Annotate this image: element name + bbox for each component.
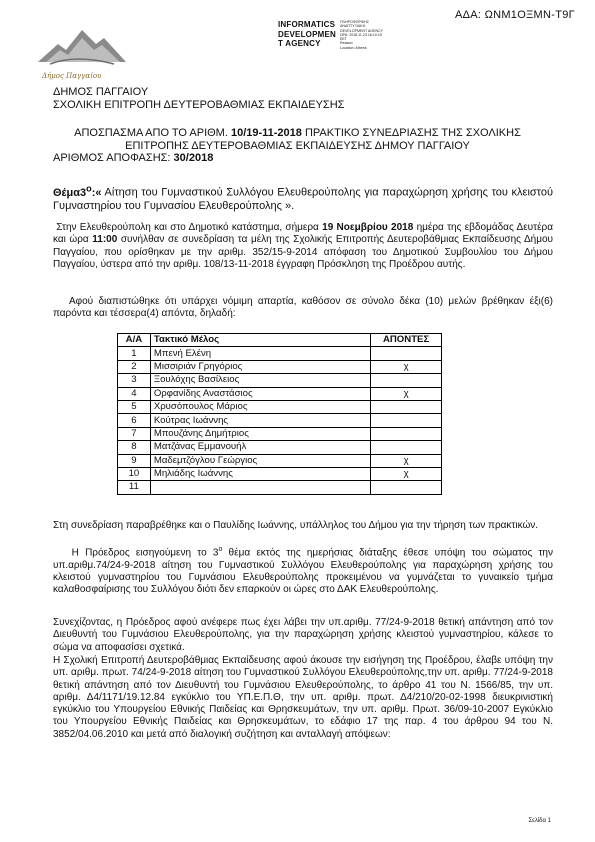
row-number: 4: [118, 387, 151, 400]
subject-label-text: Θέμα3: [53, 186, 87, 199]
subject-colon: :«: [91, 186, 102, 199]
member-name: Μαδεμτζόγλου Γεώργιος: [150, 454, 370, 467]
member-name: Χρυσόπουλος Μάριος: [150, 400, 370, 413]
absent-mark: χ: [371, 387, 442, 400]
member-name: Ματζάνας Εμμανουήλ: [150, 441, 370, 454]
municipality-name: ΔΗΜΟΣ ΠΑΓΓΑΙΟΥ: [53, 86, 149, 98]
secretary-paragraph: Στη συνεδρίαση παραβρέθηκε και ο Παυλίδης Ιωάννης, υπάλληλος του Δήμου για την τήρηση των πρακτικών.: [53, 520, 539, 531]
table-row: [118, 374, 442, 387]
proposal-text-a: Η Πρόεδρος εισηγούμενη το 3: [71, 547, 219, 559]
table-row: [118, 400, 442, 413]
table-row: [118, 481, 442, 494]
idb-line: INFORMATICS: [278, 20, 336, 29]
row-number: 9: [118, 454, 151, 467]
row-number: 2: [118, 360, 151, 373]
row-number: 6: [118, 414, 151, 427]
meeting-date: 19 Νοεμβρίου 2018: [322, 222, 414, 233]
municipality-logo: [36, 22, 128, 86]
digital-signature-details: [340, 20, 383, 50]
member-name: Κούτρας Ιωάννης: [150, 414, 370, 427]
subject-sup: ο: [86, 183, 92, 193]
absent-mark: [371, 400, 442, 413]
row-number: 7: [118, 427, 151, 440]
member-name: Μπουζάνης Δημήτριος: [150, 427, 370, 440]
minutes-number: 10/19-11-2018: [230, 127, 302, 139]
continuation-paragraph: Συνεχίζοντας, η Πρόεδρος αφού ανέφερε πως έχει λάβει την υπ.αριθμ. 77/24-9-2018 θετική απάντηση από τον Διευθυντή του Γυμνάσιου Ελευθερούπολης, για την παραχώρηση χρήσης κλειστού γυμναστηρίου, κάλεσε το σώμα να αποφασίσει σχετικά.: [53, 617, 553, 653]
proposal-paragraph: [53, 544, 553, 597]
signature-detail: EET: [340, 37, 347, 42]
member-name: [150, 481, 370, 494]
signature-detail: ΠΛΗΡΟΦΟΡΙΚΗΣ: [340, 20, 370, 24]
table-row: [118, 467, 442, 480]
title-prefix: ΑΠΟΣΠΑΣΜΑ ΑΠΟ ΤΟ ΑΡΙΘΜ.: [74, 127, 231, 139]
table-row: [118, 360, 442, 373]
committee-name: ΣΧΟΛΙΚΗ ΕΠΙΤΡΟΠΗ ΔΕΥΤΕΡΟΒΑΘΜΙΑΣ ΕΚΠΑΙΔΕΥΣΗΣ: [53, 98, 345, 111]
row-number: 8: [118, 441, 151, 454]
row-number: 10: [118, 467, 151, 480]
table-header-row: [118, 334, 442, 347]
column-header: ΑΠΟΝΤΕΣ: [371, 334, 442, 347]
absent-mark: χ: [371, 467, 442, 480]
members-table: [117, 333, 442, 495]
members-table-body: [118, 347, 442, 494]
absent-mark: [371, 414, 442, 427]
row-number: 3: [118, 374, 151, 387]
intro-text-a: Στην Ελευθερούπολη και στο Δημοτικό κατάστημα, σήμερα: [56, 222, 323, 233]
absent-mark: [371, 441, 442, 454]
subject-paragraph: [53, 182, 553, 213]
document-header: [53, 86, 344, 111]
table-row: [118, 454, 442, 467]
title-line-1: [20, 127, 575, 140]
absent-mark: [371, 427, 442, 440]
decision-basis-paragraph: Η Σχολική Επιτροπή Δευτεροβάθμιας Εκπαίδευσης αφού άκουσε την εισήγηση της Προέδρου, έλαβε υπόψη την υπ. αριθμ. πρωτ. 74/24-9-2018 αίτηση του Γυμναστικού Συλλόγου Ελευθερούπολης,την υπ. αριθμ. 77/24-9-2018 θετική απάντηση από τον Διευθυντή του Γυμνάσιου Ελευθερούπολης, το άρθρο 41 του Ν. 1566/85, την υπ. αριθμ. Δ4/1171/19.12.84 εγκύκλιο του ΥΠ.Ε.Π.Θ, την υπ. αριθμ. πρωτ. Δ4/210/20-02-1998 διευκρινιστική εγκύκλιο του Υπουργείου Εθνικής Παιδείας και Θρησκευμάτων, την υπ. αριθμ. Πρωτ. 36/09-10-2007 Εγκύκλιο του Υπουργείου Εθνικής Παιδείας και Θρησκευμάτων, το εδάφιο 17 της παρ. 4 του άρθρου 94 του Ν. 3852/04.06.2010 και μετά από διαλογική συζήτηση και ανταλλαγή απόψεων:: [53, 655, 553, 740]
quorum-text: Αφού διαπιστώθηκε ότι υπάρχει νόμιμη απαρτία, καθόσον σε σύνολο δέκα (10) μελών βρέθηκαν έξι(6) παρόντα και τέσσερα(4) απόντα, δηλαδή:: [53, 296, 554, 320]
title-suffix: ΠΡΑΚΤΙΚΟ ΣΥΝΕΔΡΙΑΣΗΣ ΤΗΣ ΣΧΟΛΙΚΗΣ: [301, 127, 521, 139]
table-row: [118, 441, 442, 454]
intro-text-c: συνήλθαν σε συνεδρίαση τα μέλη της Σχολικής Επιτροπής Δευτεροβάθμιας Εκπαίδευσης Δήμου Παγγαίου, που ορίσθηκαν με την αριθμ. 352/15-9-2014 απόφαση του Δημοτικού Συμβουλίου του Δήμου Παγγαίου, ύστερα από την αριθμ. 108/13-11-2018 έγγραφη Πρόσκληση της Προέδρου αυτής.: [53, 234, 553, 270]
page-number: Σελίδα 1: [528, 818, 551, 824]
row-number: 1: [118, 347, 151, 360]
table-row: [118, 387, 442, 400]
idb-line: DEVELOPMEN: [278, 29, 337, 39]
decision-label: ΑΡΙΘΜΟΣ ΑΠΟΦΑΣΗΣ:: [53, 152, 174, 164]
member-name: Μπενή Ελένη: [150, 347, 370, 360]
signature-detail: ΑΝΑΠΤΥΞΙΑΚΗ: [340, 24, 366, 29]
table-row: [118, 347, 442, 360]
idb-signature-block: [278, 20, 336, 49]
column-header: Α/Α: [118, 334, 151, 347]
column-header: Τακτικό Μέλος: [150, 334, 370, 347]
member-name: Μηλιάδης Ιωάννης: [150, 467, 370, 480]
table-row: [118, 414, 442, 427]
absent-mark: [371, 481, 442, 494]
meeting-time: 11:00: [92, 234, 118, 246]
decision-number: [53, 152, 213, 164]
intro-text-b: ημέρα της εβδομάδας Δευτέρα και ώρα: [53, 222, 553, 246]
member-name: Μισσιριάν Γρηγόριος: [150, 360, 370, 373]
absent-mark: χ: [371, 454, 442, 467]
absent-mark: [371, 347, 442, 360]
quorum-paragraph: [53, 296, 553, 321]
mountain-logo-icon: [36, 22, 128, 70]
title-line-2: ΕΠΙΤΡΟΠΗΣ ΔΕΥΤΕΡΟΒΑΘΜΙΑΣ ΕΚΠΑΙΔΕΥΣΗΣ ΔΗΜΟΥ ΠΑΓΓΑΙΟΥ: [125, 139, 470, 152]
ada-code: ΑΔΑ: ΩΝΜ1ΟΞΜΝ-Τ9Γ: [454, 9, 575, 21]
absent-mark: χ: [371, 360, 442, 373]
intro-paragraph: [53, 222, 553, 271]
proposal-sup: ο: [218, 546, 223, 553]
signature-detail: Reason:: [340, 41, 354, 46]
subject-label: [53, 183, 102, 199]
signature-detail: ΩΡΑ: 2018.11.23 16:10:15: [340, 32, 382, 37]
decision-value: 30/2018: [173, 152, 214, 164]
proposal-text-b: θέμα εκτός της ημερήσιας διάταξης έθεσε υπόψη του σώματος την υπ.αριθμ.74/24-9-2018 αίτηση του Γυμναστικού Συλλόγου Ελευθερούπολης για παραχώρηση χρήσης του κλειστού γυμναστηρίου του Γυμνάσιου Ελευθερούπολης προκειμένου να γυμνάζεται το γυναικείο τμήμα καλαθοσφαίρισης του Συλλόγου διότι δεν επαρκούν οι ώρες στο ΔΑΚ Ελευθερούπολης.: [53, 547, 553, 596]
table-row: [118, 427, 442, 440]
absent-mark: [371, 374, 442, 387]
member-name: Ορφανίδης Αναστάσιος: [150, 387, 370, 400]
row-number: 11: [118, 481, 151, 494]
signature-detail: DEVELOPMENT AGENCY: [340, 28, 384, 33]
row-number: 5: [118, 400, 151, 413]
logo-caption: Δήμος Παγγαίου: [42, 72, 102, 80]
subject-text: Αίτηση του Γυμναστικού Συλλόγου Ελευθερούπολης για παραχώρηση χρήσης του κλειστού Γυμναστηρίου του Γυμνασίου Ελευθερούπολης ».: [53, 186, 553, 212]
member-name: Ξουλόχης Βασίλειος: [150, 374, 370, 387]
document-title: [20, 127, 575, 152]
signature-detail: Location: Athens: [340, 45, 367, 50]
idb-line: T AGENCY: [278, 39, 321, 48]
